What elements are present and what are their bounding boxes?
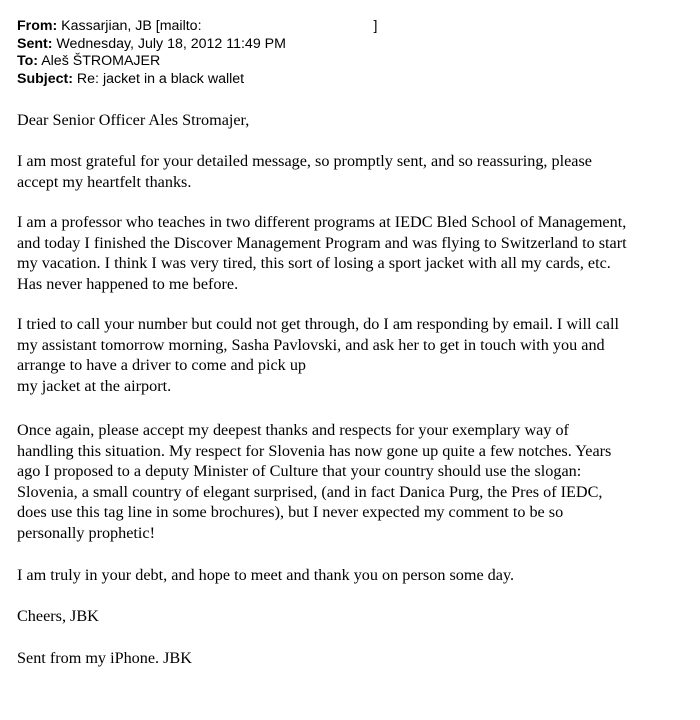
- paragraph-line: and today I finished the Discover Management Program and was flying to Switzerland to start: [17, 233, 627, 252]
- to-value: Aleš ŠTROMAJER: [41, 53, 161, 70]
- paragraph-professor: [17, 212, 627, 294]
- paragraph-gratitude: [17, 151, 592, 192]
- sent-line: [17, 36, 377, 54]
- paragraph-line: I am most grateful for your detailed message, so promptly sent, and so reassuring, please: [17, 152, 592, 170]
- subject-label: Subject:: [17, 70, 73, 87]
- paragraph-line: my jacket at the airport.: [17, 376, 172, 395]
- paragraph-line: my vacation. I think I was very tired, this sort of losing a sport jacket with all my cards, etc.: [17, 254, 611, 272]
- from-value: Kassarjian, JB [mailto:: [61, 18, 202, 34]
- paragraph-call: [17, 314, 619, 396]
- to-label: To:: [17, 53, 39, 70]
- paragraph-line: Once again, please accept my deepest thanks and respects for your exemplary way of: [17, 421, 569, 439]
- paragraph-line: I tried to call your number but could not get through, do I am responding by email. I will call: [17, 315, 619, 333]
- paragraph-thanks: [17, 420, 611, 543]
- signature-line: Sent from my iPhone. JBK: [17, 649, 192, 667]
- closing-line: Cheers, JBK: [17, 607, 99, 625]
- closing: [17, 606, 99, 627]
- subject-line: [17, 71, 377, 89]
- paragraph-line: personally prophetic!: [17, 523, 155, 542]
- paragraph-line: Slovenia, a small country of elegant surprised, (and in fact Danica Purg, the Pres of IEDC,: [17, 482, 603, 501]
- paragraph-debt: [17, 565, 514, 586]
- greeting: [17, 110, 249, 131]
- paragraph-line: arrange to have a driver to come and pick up: [17, 356, 307, 374]
- signature: [17, 648, 192, 669]
- paragraph-line: accept my heartfelt thanks.: [17, 172, 192, 191]
- paragraph-line: I am a professor who teaches in two different programs at IEDC Bled School of Management,: [17, 213, 627, 231]
- sent-label: Sent:: [17, 35, 53, 52]
- from-bracket-close: ]: [373, 18, 378, 34]
- paragraph-line: I am truly in your debt, and hope to meet and thank you on person some day.: [17, 566, 515, 584]
- paragraph-line: my assistant tomorrow morning, Sasha Pavlovski, and ask her to get in touch with you and: [17, 335, 605, 354]
- sent-value: Wednesday, July 18, 2012 11:49 PM: [56, 35, 286, 52]
- subject-value: Re: jacket in a black wallet: [76, 70, 245, 87]
- greeting-line: Dear Senior Officer Ales Stromajer,: [17, 111, 250, 129]
- paragraph-line: handling this situation. My respect for Slovenia has now gone up quite a few notches. Years: [17, 441, 612, 460]
- from-label: From:: [17, 18, 58, 34]
- to-line: [17, 53, 377, 71]
- from-line: [17, 18, 377, 36]
- paragraph-line: ago I proposed to a deputy Minister of Culture that your country should use the slogan:: [17, 462, 582, 480]
- email-header: [17, 18, 377, 88]
- paragraph-line: Has never happened to me before.: [17, 274, 239, 293]
- paragraph-line: does use this tag line in some brochures), but I never expected my comment to be so: [17, 503, 564, 521]
